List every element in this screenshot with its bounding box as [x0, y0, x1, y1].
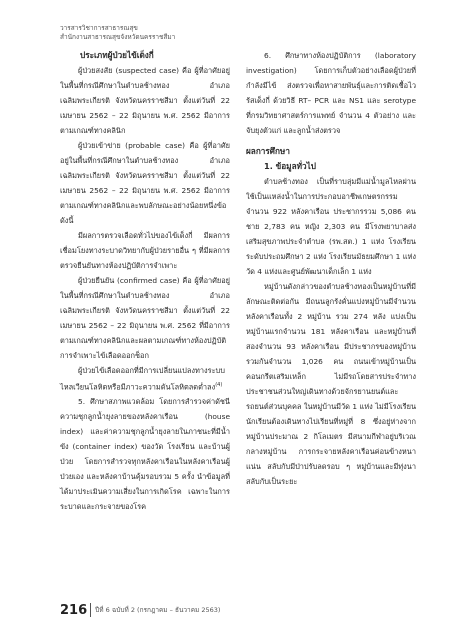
publisher-name: สำนักงานสาธารณสุขจังหวัดนครราชสีมา: [60, 33, 176, 41]
paragraph-confirmed-case: ผู้ป่วยยืนยัน (confirmed case) คือ ผู้ที่อาศัยอยู่ในพื้นที่กรณีศึกษาในตำบลช้างทอง อำเภอเฉลิมพระเกียรติ จังหวัดนครราชสีมา ตั้งแต่วันที่ 22 เมษายน 2562 – 22 มิถุนายน พ.ศ. 2562 ที่มีอาการตามเกณฑ์ทางคลินิกและผลตามเกณฑ์ทางห้องปฏิบัติการจำเพาะไข้เลือดออกช็อก: [60, 276, 230, 360]
reference-marker: (4): [215, 382, 223, 388]
subheading-general-info: 1. ข้อมูลทั่วไป: [264, 161, 316, 171]
paragraph-suspected-case: ผู้ป่วยสงสัย (suspected case) คือ ผู้ที่อาศัยอยู่ในพื้นที่กรณีศึกษาในตำบลช้างทอง อำเภอเฉลิมพระเกียรติ จังหวัดนครราชสีมา ตั้งแต่วันที่ 22 เมษายน 2562 – 22 มิถุนายน พ.ศ. 2562 มีอาการตามเกณฑ์ทางคลินิก: [60, 66, 230, 135]
section-heading-results: ผลการศึกษา: [246, 146, 290, 156]
paragraph-lab-criteria: มีผลการตรวจเลือดทั่วไปของไข้เด็งกี่ มีผลการเชื่อมโยงทางระบาดวิทยากับผู้ป่วยรายอื่น ๆ ที่มีผลการตรวจยืนยันทางห้องปฏิบัติการจำเพาะ: [60, 231, 230, 270]
paragraph-village-info: หมู่บ้านดังกล่าวของตำบลช้างทองเป็นหมู่บ้านที่มีลักษณะติดต่อกัน มีถนนลูกรังคั่นแบ่งหมู่บ้านมีจำนวนหลังคาเรือนทั้ง 2 หมู่บ้าน รวม 274 หลัง แบ่งเป็น หมู่บ้านแรกจำนวน 181 หลังคาเรือน และหมู่บ้านที่สองจำนวน 93 หลังคาเรือน มีประชากรของหมู่บ้านรวมกันจำนวน 1,026 คน ถนนเข้าหมู่บ้านเป็นคอนกรีตเสริมเหล็ก ไม่มีรถโดยสารประจำทาง ประชาชนส่วนใหญ่เดินทางด้วยจักรยานยนต์และรถยนต์ส่วนบุคคล ในหมู่บ้านมีวัด 1 แห่ง ไม่มีโรงเรียน นักเรียนต้องเดินทางไปเรียนที่หมู่ที่ 8 ซึ่งอยู่ห่างจากหมู่บ้านประมาณ 2 กิโลเมตร มีสนามกีฬาอยู่บริเวณกลางหมู่บ้าน การกระจายหลังคาเรือนค่อนข้างหนาแน่น สลับกับมีป่าปรับลดรอบ ๆ หมู่บ้านและมีทุ่งนาสลับกับเป็นระยะ: [246, 282, 416, 486]
paragraph-probable-case: ผู้ป่วยเข้าข่าย (probable case) คือ ผู้ที่อาศัยอยู่ในพื้นที่กรณีศึกษาในตำบลช้างทอง อำเภอเฉลิมพระเกียรติ จังหวัดนครราชสีมา ตั้งแต่วันที่ 22 เมษายน 2562 – 22 มิถุนายน พ.ศ. 2562 มีอาการตามเกณฑ์ทางคลินิกและพบลักษณะอย่างน้อยหนึ่งข้อ ดังนี้: [60, 141, 230, 225]
paragraph-dss-case: [60, 363, 230, 394]
journal-name: วารสารวิชาการสาธารณสุข: [60, 24, 138, 32]
right-column: [246, 48, 416, 489]
left-column: [60, 48, 230, 514]
footer-divider: [90, 603, 91, 617]
page-footer: [60, 598, 220, 622]
page-number: 216: [60, 602, 88, 618]
section-heading-case-types: ประเภทผู้ป่วยไข้เด็งกี่: [80, 50, 154, 60]
paragraph-lab-investigation: 6. ศึกษาทางห้องปฏิบัติการ (laboratory investigation) โดยการเก็บตัวอย่างเลือดผู้ป่วยที่กำลังมีไข้ ส่งตรวจเพื่อหาสายพันธุ์และการติดเชื้อไวรัสเด็งกี่ ด้วยวิธี RT– PCR และ NS1 และ serotype ที่กรมวิทยาศาสตร์การแพทย์ จำนวน 4 ตัวอย่าง และจับยุงตัวแก่ และลูกน้ำส่งตรวจ: [246, 51, 416, 135]
issue-info: ปีที่ 6 ฉบับที่ 2 (กรกฎาคม – ธันวาคม 2563): [95, 606, 221, 614]
dss-text: ผู้ป่วยไข้เลือดออกที่มีการเปลี่ยนแปลงทางระบบไหลเวียนโลหิตหรือมีภาวะความดันโลหิตลดต่ำลง: [60, 366, 225, 392]
running-header: [60, 24, 175, 42]
paragraph-environment-survey: 5. ศึกษาสภาพแวดล้อม โดยการสำรวจค่าดัชนีความชุกลูกน้ำยุงลายของหลังคาเรือน (house index) และค่าความชุกลูกน้ำยุงลายในภาชนะที่มีน้ำขัง (container index) ของวัด โรงเรียน และบ้านผู้ป่วย โดยการสำรวจทุกหลังคาเรือนในหลังคาเรือนผู้ป่วยเอง และหลังคาบ้านคุ้มรอบรวม 5 ครั้ง นำข้อมูลที่ได้มาประเมินความเสี่ยงในการเกิดโรค เฉพาะในการระบาดและกระจายของโรค: [60, 397, 230, 512]
paragraph-subdistrict-info: ตำบลช้างทอง เป็นที่ราบลุ่มมีแม่น้ำมูลไหลผ่านใช้เป็นแหล่งน้ำในการประกอบอาชีพเกษตรกรรม จำนวน 922 หลังคาเรือน ประชากรรวม 5,086 คน ชาย 2,783 คน หญิง 2,303 คน มีโรงพยาบาลส่งเสริมสุขภาพประจำตำบล (รพ.สต.) 1 แห่ง โรงเรียนระดับประถมศึกษา 2 แห่ง โรงเรียนมัธยมศึกษา 1 แห่ง วัด 4 แห่งและศูนย์พัฒนาเด็กเล็ก 1 แห่ง: [246, 177, 416, 276]
